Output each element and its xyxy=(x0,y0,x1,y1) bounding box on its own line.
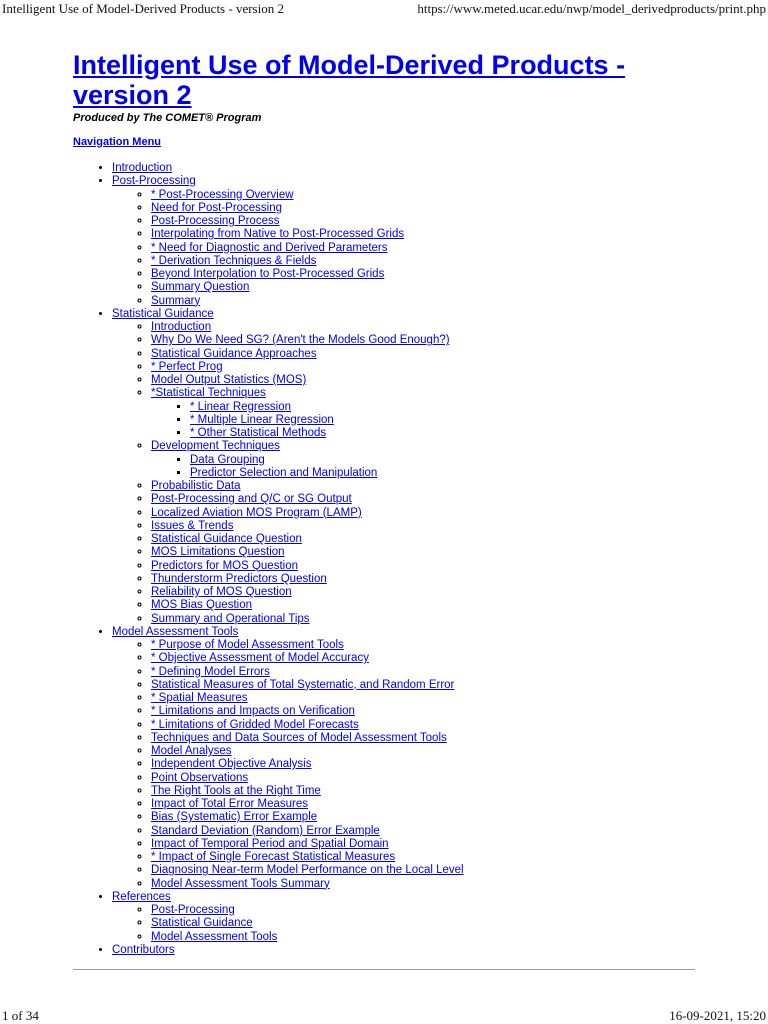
nav-link[interactable]: Statistical Guidance xyxy=(112,307,214,320)
nav-link[interactable]: * Need for Diagnostic and Derived Parameters xyxy=(151,241,388,254)
nav-link[interactable]: Introduction xyxy=(151,321,212,333)
navigation-menu xyxy=(73,162,695,957)
nav-submenu xyxy=(151,401,695,441)
nav-submenu xyxy=(112,904,695,944)
nav-link[interactable]: Issues & Trends xyxy=(151,519,234,532)
nav-link[interactable]: * Other Statistical Methods xyxy=(190,427,327,439)
nav-link[interactable]: MOS Bias Question xyxy=(151,599,252,612)
nav-link[interactable]: Point Observations xyxy=(151,771,249,784)
nav-item-level-2 xyxy=(151,533,695,546)
nav-item-level-2 xyxy=(151,202,695,215)
nav-link[interactable]: * Derivation Techniques & Fields xyxy=(151,254,317,267)
nav-item-level-3 xyxy=(190,401,695,414)
nav-item-level-3 xyxy=(190,454,695,467)
nav-link[interactable]: Summary xyxy=(151,294,201,307)
nav-link[interactable]: Model Assessment Tools xyxy=(112,625,239,638)
nav-item-level-2 xyxy=(151,679,695,692)
nav-link[interactable]: Beyond Interpolation to Post-Processed Grids xyxy=(151,268,385,280)
nav-item-level-1 xyxy=(112,175,695,308)
nav-item-level-2 xyxy=(151,480,695,493)
nav-link[interactable]: Impact of Temporal Period and Spatial Domain xyxy=(151,837,389,850)
nav-link[interactable]: Introduction xyxy=(112,162,173,174)
main-content xyxy=(73,50,695,957)
print-header xyxy=(0,0,768,20)
nav-link[interactable]: Summary Question xyxy=(151,281,250,294)
print-footer xyxy=(0,1008,768,1024)
nav-item-level-1 xyxy=(112,891,695,944)
nav-item-level-2 xyxy=(151,904,695,917)
nav-submenu xyxy=(112,639,695,891)
nav-item-level-2 xyxy=(151,758,695,771)
nav-item-level-1 xyxy=(112,626,695,891)
nav-link[interactable]: References xyxy=(112,890,171,903)
nav-item-level-2 xyxy=(151,599,695,612)
navigation-menu-link[interactable]: Navigation Menu xyxy=(73,136,162,148)
nav-item-level-2 xyxy=(151,692,695,705)
nav-item-level-2 xyxy=(151,560,695,573)
nav-submenu xyxy=(112,321,695,626)
nav-item-level-2 xyxy=(151,745,695,758)
nav-link[interactable]: * Perfect Prog xyxy=(151,360,223,373)
nav-item-level-2 xyxy=(151,268,695,281)
nav-item-level-2 xyxy=(151,321,695,334)
nav-item-level-3 xyxy=(190,427,695,440)
nav-item-level-2 xyxy=(151,666,695,679)
nav-link[interactable]: Standard Deviation (Random) Error Example xyxy=(151,824,380,837)
nav-item-level-2 xyxy=(151,189,695,202)
page-title-link[interactable]: Intelligent Use of Model-Derived Products - version 2 xyxy=(73,50,626,110)
nav-item-level-2 xyxy=(151,851,695,864)
nav-link[interactable]: *Statistical Techniques xyxy=(151,387,266,400)
nav-link[interactable]: Model Assessment Tools Summary xyxy=(151,877,330,890)
nav-submenu xyxy=(112,189,695,308)
nav-link[interactable]: Post-Processing Process xyxy=(151,215,280,227)
nav-link[interactable]: Predictors for MOS Question xyxy=(151,559,298,572)
nav-link[interactable]: MOS Limitations Question xyxy=(151,546,285,559)
nav-link[interactable]: Statistical Guidance xyxy=(151,917,253,930)
nav-link[interactable]: Summary and Operational Tips xyxy=(151,612,310,625)
nav-link[interactable]: Statistical Measures of Total Systematic, and Random Error xyxy=(151,678,455,691)
nav-item-level-2 xyxy=(151,573,695,586)
nav-link[interactable]: Statistical Guidance Approaches xyxy=(151,347,317,360)
nav-item-level-2 xyxy=(151,586,695,599)
nav-link[interactable]: Model Assessment Tools xyxy=(151,930,278,943)
footer-divider xyxy=(73,969,695,970)
nav-link[interactable]: * Limitations of Gridded Model Forecasts xyxy=(151,718,359,731)
nav-link[interactable]: Thunderstorm Predictors Question xyxy=(151,572,327,585)
nav-link[interactable]: Independent Objective Analysis xyxy=(151,758,312,771)
nav-item-level-3 xyxy=(190,414,695,427)
nav-item-level-2 xyxy=(151,732,695,745)
print-header-url: https://www.meted.ucar.edu/nwp/model_derivedproducts/print.php xyxy=(417,1,766,16)
nav-item-level-2 xyxy=(151,387,695,440)
nav-link[interactable]: Interpolating from Native to Post-Processed Grids xyxy=(151,228,405,241)
nav-item-level-2 xyxy=(151,546,695,559)
nav-link[interactable]: Bias (Systematic) Error Example xyxy=(151,811,318,824)
nav-item-level-1 xyxy=(112,162,695,175)
nav-link[interactable]: * Objective Assessment of Model Accuracy xyxy=(151,652,369,665)
nav-item-level-2 xyxy=(151,864,695,877)
nav-link[interactable]: Diagnosing Near-term Model Performance on the Local Level xyxy=(151,864,464,877)
nav-link[interactable]: * Impact of Single Forecast Statistical Measures xyxy=(151,851,396,863)
nav-link[interactable]: The Right Tools at the Right Time xyxy=(151,784,321,797)
nav-item-level-2 xyxy=(151,917,695,930)
nav-link[interactable]: Post-Processing and Q/C or SG Output xyxy=(151,493,352,506)
nav-link[interactable]: Contributors xyxy=(112,943,175,956)
nav-item-level-1 xyxy=(112,308,695,626)
nav-item-level-2 xyxy=(151,719,695,732)
nav-link[interactable]: Probabilistic Data xyxy=(151,480,241,492)
nav-link[interactable]: Post-Processing xyxy=(112,175,196,188)
nav-link[interactable]: Impact of Total Error Measures xyxy=(151,798,309,810)
nav-item-level-2 xyxy=(151,838,695,851)
nav-item-level-2 xyxy=(151,652,695,665)
nav-item-level-2 xyxy=(151,215,695,228)
nav-link[interactable]: * Defining Model Errors xyxy=(151,665,270,678)
nav-item-level-2 xyxy=(151,493,695,506)
nav-link[interactable]: Reliability of MOS Question xyxy=(151,586,292,598)
nav-item-level-2 xyxy=(151,639,695,652)
nav-link[interactable]: * Purpose of Model Assessment Tools xyxy=(151,639,344,651)
nav-item-level-2 xyxy=(151,520,695,533)
nav-item-level-2 xyxy=(151,242,695,255)
nav-item-level-2 xyxy=(151,705,695,718)
nav-link[interactable]: Model Output Statistics (MOS) xyxy=(151,374,307,386)
nav-item-level-2 xyxy=(151,613,695,626)
nav-item-level-2 xyxy=(151,440,695,480)
nav-item-level-2 xyxy=(151,931,695,944)
nav-submenu xyxy=(151,454,695,481)
print-header-title: Intelligent Use of Model-Derived Products - version 2 xyxy=(2,1,284,16)
nav-item-level-2 xyxy=(151,825,695,838)
nav-link[interactable]: Localized Aviation MOS Program (LAMP) xyxy=(151,506,362,519)
nav-link[interactable]: Development Techniques xyxy=(151,440,280,453)
nav-item-level-2 xyxy=(151,334,695,347)
nav-item-level-2 xyxy=(151,281,695,294)
nav-link[interactable]: Post-Processing xyxy=(151,904,235,916)
nav-link[interactable]: Why Do We Need SG? (Aren't the Models Good Enough?) xyxy=(151,334,450,347)
nav-link[interactable]: Data Grouping xyxy=(190,453,265,466)
page-number: 1 of 34 xyxy=(2,1008,39,1023)
nav-item-level-3 xyxy=(190,467,695,480)
nav-link[interactable]: Predictor Selection and Manipulation xyxy=(190,466,378,479)
nav-item-level-2 xyxy=(151,255,695,268)
nav-link[interactable]: Techniques and Data Sources of Model Assessment Tools xyxy=(151,731,447,744)
nav-item-level-2 xyxy=(151,811,695,824)
print-date: 16-09-2021, 15:20 xyxy=(669,1008,766,1023)
nav-heading xyxy=(73,136,695,148)
page-title xyxy=(73,50,695,110)
nav-link[interactable]: * Multiple Linear Regression xyxy=(190,413,334,426)
nav-link[interactable]: Model Analyses xyxy=(151,745,232,757)
nav-link[interactable]: Need for Post-Processing xyxy=(151,201,283,214)
nav-item-level-2 xyxy=(151,295,695,308)
nav-link[interactable]: * Post-Processing Overview xyxy=(151,188,294,201)
nav-item-level-2 xyxy=(151,507,695,520)
nav-item-level-2 xyxy=(151,228,695,241)
nav-link[interactable]: * Linear Regression xyxy=(190,400,292,413)
nav-item-level-2 xyxy=(151,772,695,785)
nav-item-level-2 xyxy=(151,361,695,374)
nav-item-level-2 xyxy=(151,878,695,891)
nav-link[interactable]: * Spatial Measures xyxy=(151,692,248,704)
nav-item-level-2 xyxy=(151,798,695,811)
nav-item-level-1 xyxy=(112,944,695,957)
nav-link[interactable]: Statistical Guidance Question xyxy=(151,533,302,545)
nav-item-level-2 xyxy=(151,785,695,798)
nav-item-level-2 xyxy=(151,348,695,361)
nav-link[interactable]: * Limitations and Impacts on Verification xyxy=(151,705,355,718)
producer-credit: Produced by The COMET® Program xyxy=(73,112,262,124)
nav-item-level-2 xyxy=(151,374,695,387)
